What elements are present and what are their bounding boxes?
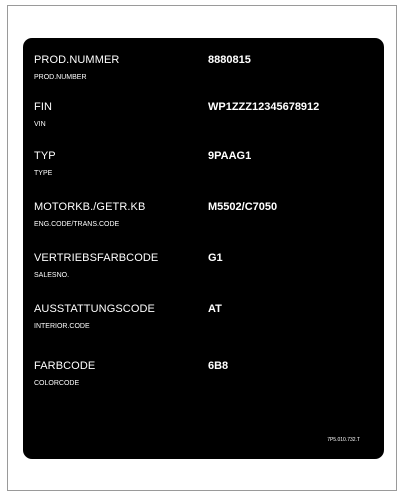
row-vin [34, 101, 374, 141]
row-sales-code [34, 252, 374, 292]
prod-number-sublabel: PROD.NUMBER [34, 74, 87, 81]
color-code-value: 6B8 [208, 360, 229, 372]
row-interior-code [34, 303, 374, 343]
type-sublabel: TYPE [34, 170, 53, 177]
color-code-sublabel: COLORCODE [34, 380, 80, 387]
color-code-label: FARBCODE [34, 360, 96, 372]
sales-code-label: VERTRIEBSFARBCODE [34, 252, 159, 264]
interior-code-sublabel: INTERIOR.CODE [34, 323, 90, 330]
vin-sublabel: VIN [34, 121, 46, 128]
vin-value: WP1ZZZ12345678912 [208, 101, 320, 113]
row-prod-number [34, 54, 374, 94]
sales-code-sublabel: SALESNO. [34, 272, 70, 279]
engine-code-label: MOTORKB./GETR.KB [34, 201, 146, 213]
part-number: 7P5.010.732.T [327, 437, 360, 443]
vehicle-data-plate [23, 38, 384, 459]
engine-code-value: M5502/C7050 [208, 201, 278, 213]
sales-code-value: G1 [208, 252, 223, 264]
row-type [34, 150, 374, 190]
interior-code-value: AT [208, 303, 222, 315]
row-engine-code [34, 201, 374, 241]
interior-code-label: AUSSTATTUNGSCODE [34, 303, 155, 315]
prod-number-value: 8880815 [208, 54, 251, 66]
type-label: TYP [34, 150, 56, 162]
engine-code-sublabel: ENG.CODE/TRANS.CODE [34, 221, 120, 228]
type-value: 9PAAG1 [208, 150, 252, 162]
prod-number-label: PROD.NUMMER [34, 54, 120, 66]
vin-label: FIN [34, 101, 53, 113]
row-color-code [34, 360, 374, 400]
